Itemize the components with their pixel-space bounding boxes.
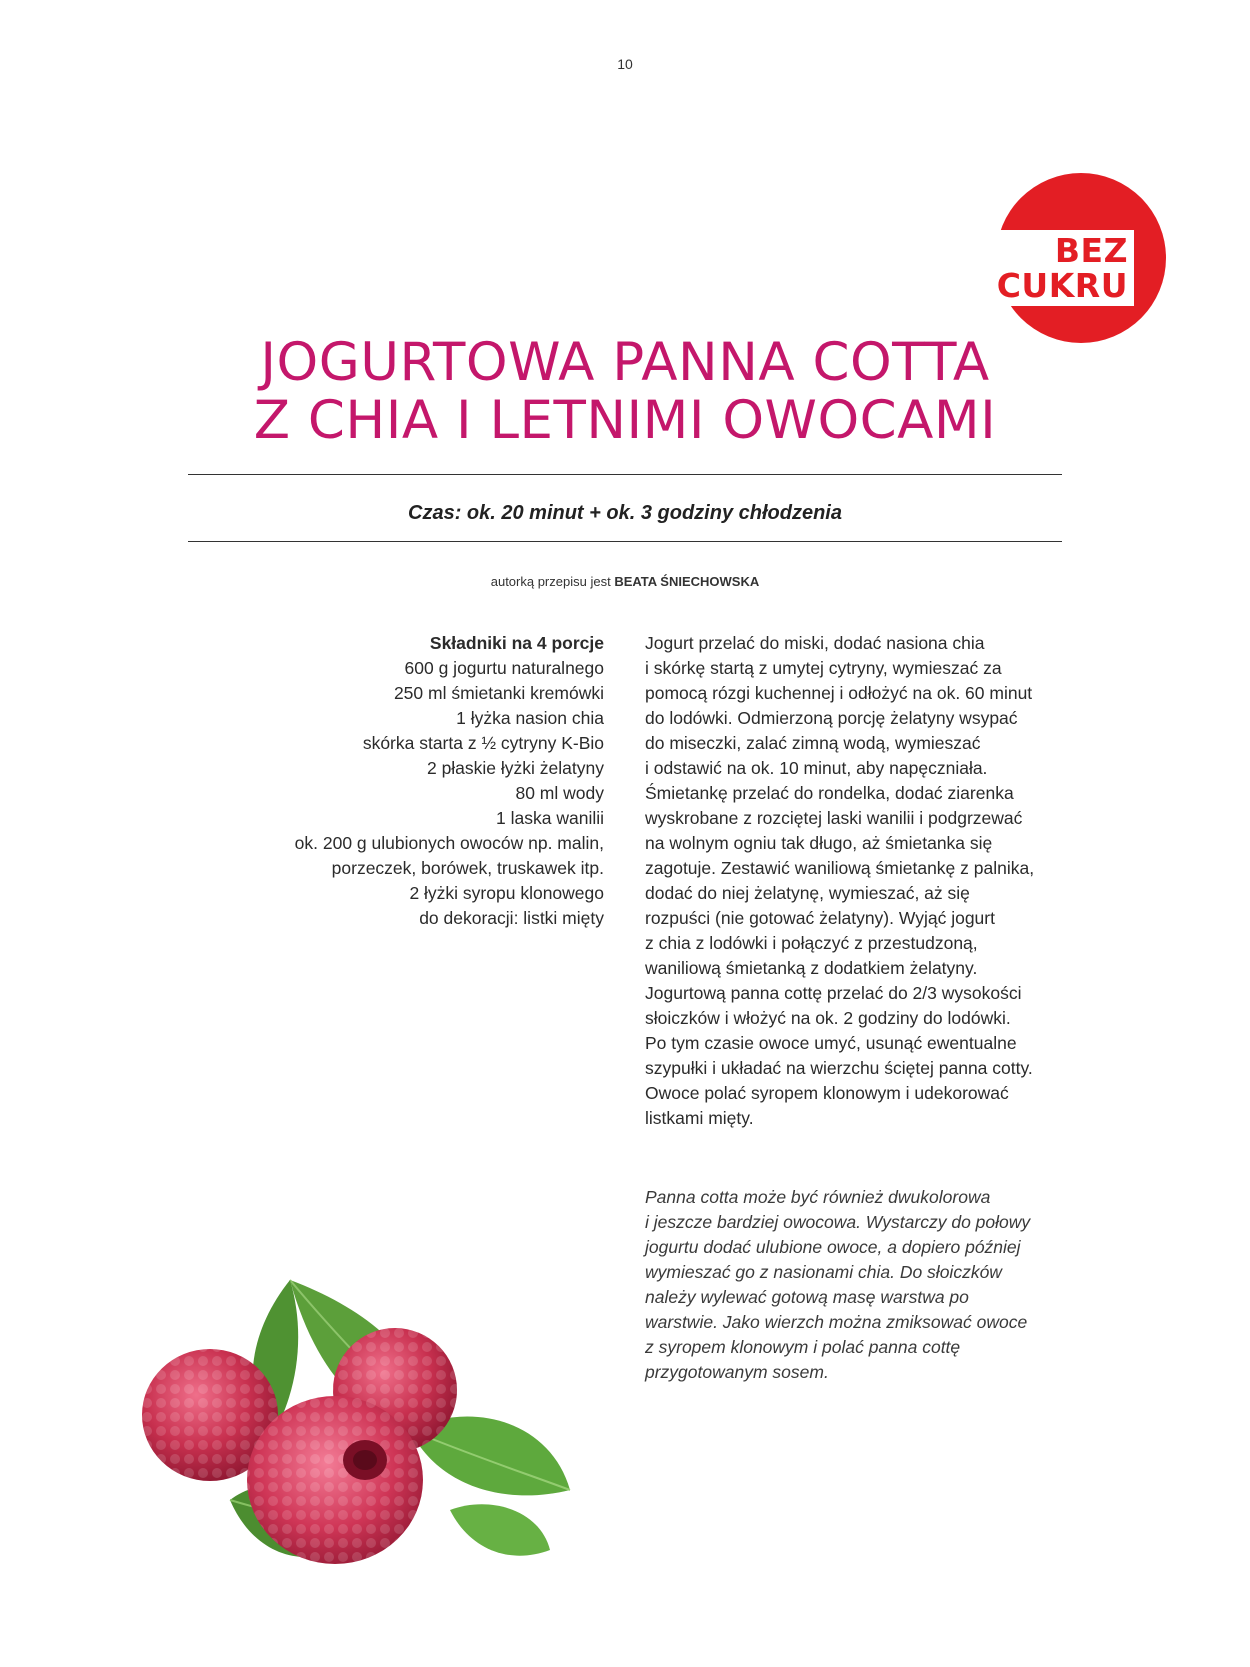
method-line: szypułki i układać na wierzchu ściętej panna cotty. (645, 1058, 1033, 1078)
mint-leaf-icon (450, 1504, 550, 1555)
recipe-title (188, 334, 1062, 450)
method-line: Jogurtową panna cottę przelać do 2/3 wysokości (645, 983, 1022, 1003)
ingredient-line: porzeczek, borówek, truskawek itp. (331, 858, 604, 878)
ingredient-line: 600 g jogurtu naturalnego (404, 658, 604, 678)
recipe-title-line-2: Z CHIA I LETNIMI OWOCAMI (253, 390, 997, 451)
ingredient-line: 80 ml wody (515, 783, 604, 803)
preparation-method (645, 631, 1075, 1131)
ingredients-list (240, 631, 604, 931)
method-line: zagotuje. Zestawić waniliową śmietankę z palnika, (645, 858, 1035, 878)
method-line: Owoce polać syropem klonowym i udekorować (645, 1083, 1009, 1103)
tip-line: jogurtu dodać ulubione owoce, a dopiero później (645, 1237, 1021, 1257)
method-line: do miseczki, zalać zimną wodą, wymieszać (645, 733, 981, 753)
ingredient-line: 2 płaskie łyżki żelatyny (426, 758, 604, 778)
recipe-tip (645, 1185, 1075, 1385)
method-line: Po tym czasie owoce umyć, usunąć ewentualne (645, 1033, 1017, 1053)
tip-line: przygotowanym sosem. (645, 1362, 829, 1382)
author-prefix: autorką przepisu jest (490, 574, 611, 589)
badge-line-2: CUKRU (996, 266, 1128, 305)
recipe-author (0, 574, 1250, 589)
method-line: rozpuści (nie gotować żelatyny). Wyjąć jogurt (645, 908, 995, 928)
tip-line: wymieszać go z nasionami chia. Do słoiczków (645, 1262, 1002, 1282)
method-line: i skórkę startą z umytej cytryny, wymieszać za (645, 658, 1002, 678)
method-line: do lodówki. Odmierzoną porcję żelatyny wsypać (645, 708, 1018, 728)
ingredient-line: ok. 200 g ulubionych owoców np. malin, (294, 833, 604, 853)
method-line: dodać do niej żelatynę, wymieszać, aż się (645, 883, 970, 903)
ingredients-heading: Składniki na 4 porcje (429, 633, 604, 653)
method-line: na wolnym ogniu tak długo, aż śmietanka się (645, 833, 993, 853)
divider-bottom (188, 541, 1062, 542)
page-number: 10 (617, 56, 633, 72)
raspberries-image (140, 1270, 580, 1600)
method-line: i odstawić na ok. 10 minut, aby napęczniała. (645, 758, 988, 778)
tip-line: warstwie. Jako wierzch można zmiksować owoce (645, 1312, 1028, 1332)
ingredient-line: 2 łyżki syropu klonowego (409, 883, 604, 903)
divider-top (188, 474, 1062, 475)
method-line: pomocą rózgi kuchennej i odłożyć na ok. 60 minut (645, 683, 1033, 703)
method-line: z chia z lodówki i połączyć z przestudzoną, (645, 933, 978, 953)
method-line: słoiczków i włożyć na ok. 2 godziny do lodówki. (645, 1008, 1011, 1028)
tip-line: z syropem klonowym i polać panna cottę (645, 1337, 961, 1357)
method-line: Śmietankę przelać do rondelka, dodać ziarenka (645, 783, 1014, 803)
tip-line: Panna cotta może być również dwukolorowa (645, 1187, 991, 1207)
method-line: waniliową śmietanką z dodatkiem żelatyny. (645, 958, 978, 978)
recipe-title-line-1: JOGURTOWA PANNA COTTA (260, 332, 990, 393)
tip-line: należy wylewać gotową masę warstwa po (645, 1287, 969, 1307)
badge-line-1: BEZ (1054, 231, 1128, 270)
sugar-free-badge-label (994, 230, 1134, 306)
method-line: wyskrobane z rozciętej laski wanilii i podgrzewać (645, 808, 1023, 828)
preparation-time: Czas: ok. 20 minut + ok. 3 godziny chłodzenia (408, 502, 842, 524)
ingredient-line: 1 łyżka nasion chia (456, 708, 604, 728)
author-name: BEATA ŚNIECHOWSKA (614, 574, 760, 589)
ingredient-line: 250 ml śmietanki kremówki (393, 683, 604, 703)
ingredient-line: skórka starta z ½ cytryny K-Bio (362, 733, 604, 753)
method-line: listkami mięty. (645, 1108, 754, 1128)
ingredient-line: do dekoracji: listki mięty (419, 908, 604, 928)
method-line: Jogurt przelać do miski, dodać nasiona chia (645, 633, 985, 653)
tip-line: i jeszcze bardziej owocowa. Wystarczy do połowy (645, 1212, 1031, 1232)
ingredient-line: 1 laska wanilii (496, 808, 604, 828)
